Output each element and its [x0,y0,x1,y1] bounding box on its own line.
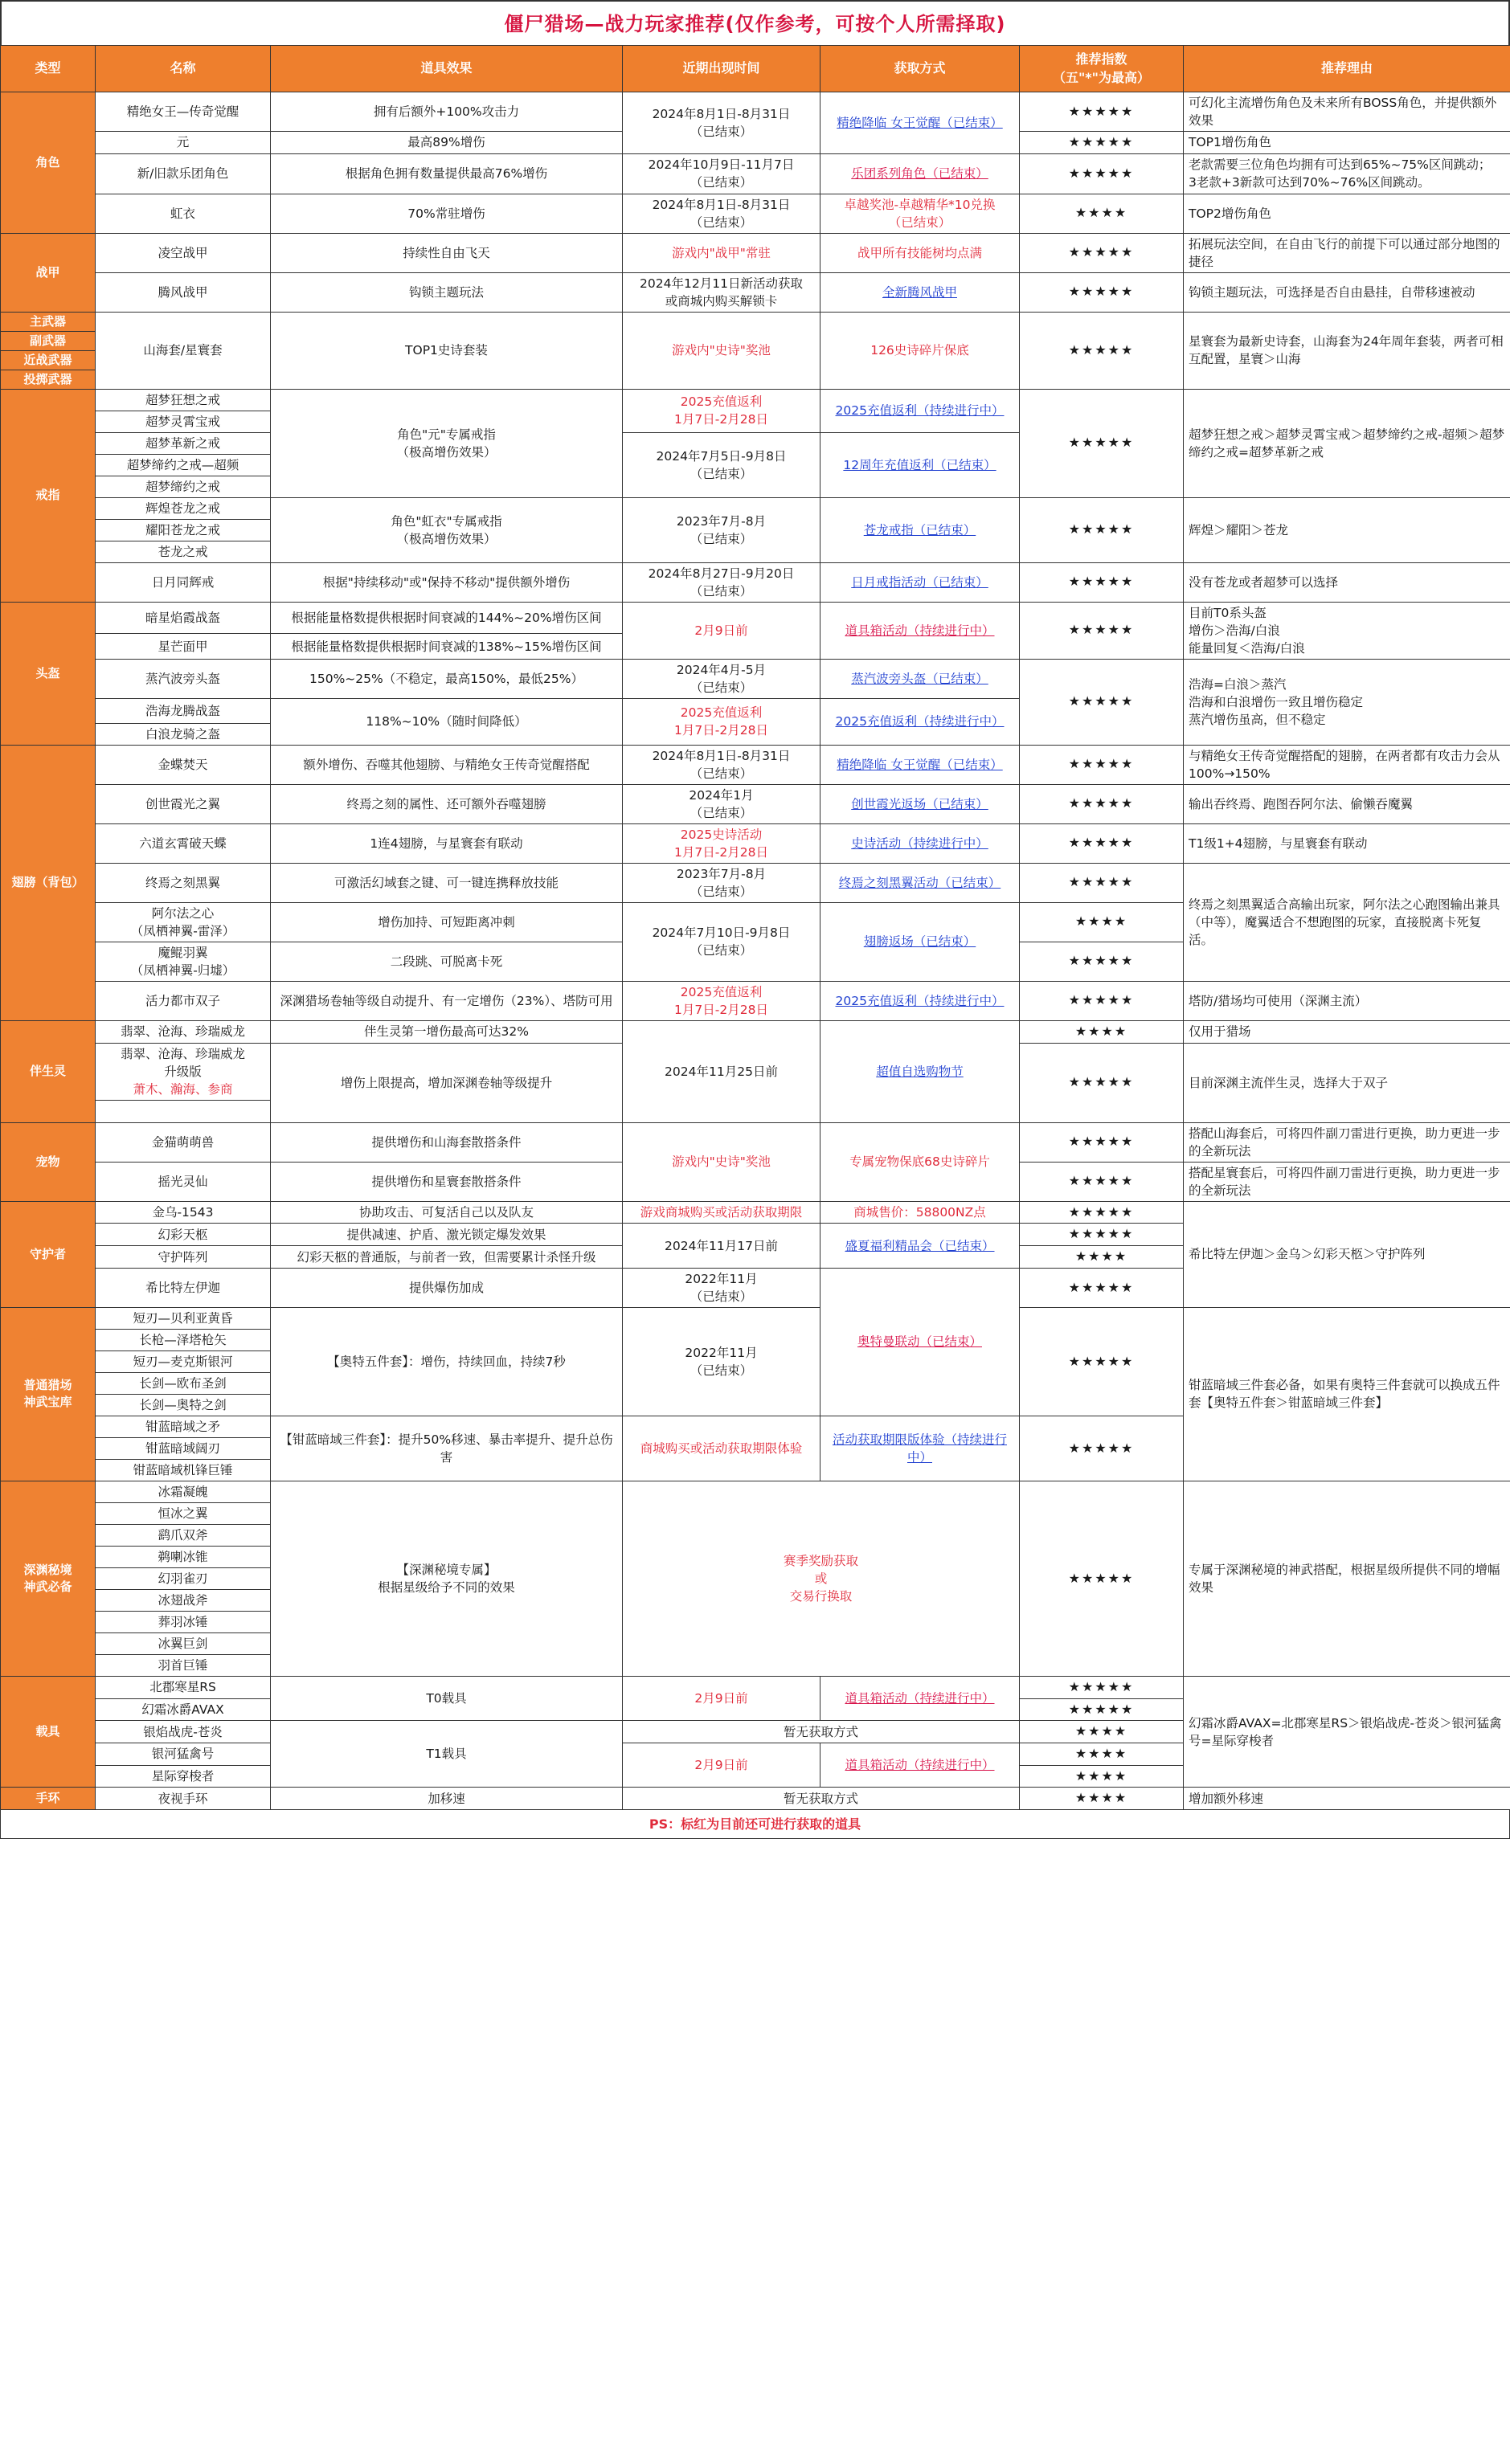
table-cell: 二段跳、可脱离卡死 [271,942,623,981]
table-row [1,562,1510,602]
acquire-link[interactable] [820,432,1020,497]
table-cell: 【钳蓝暗域三件套】：提升50%移速、暴击率提升、提升总伤害 [271,1416,623,1481]
table-cell: 金乌-1543 [96,1201,271,1224]
table-cell: 山海套/星寰套 [96,312,271,389]
rating-cell: ★★★★ [1020,1765,1184,1788]
header-recent-time: 近期出现时间 [623,46,820,92]
acquire-link-text[interactable]: 精绝降临 女王觉醒（已结束） [837,757,1003,772]
rating-cell: ★★★★★ [1020,823,1184,863]
rating-cell: ★★★★★ [1020,942,1184,981]
category-cell: 伴生灵 [1,1020,96,1122]
rating-cell: ★★★★★ [1020,92,1184,132]
table-cell: 冰翼巨剑 [96,1632,271,1654]
table-cell: 阿尔法之心 （凤栖神翼-雷泽） [96,902,271,942]
table-cell: 2月9日前 [623,602,820,659]
acquire-link[interactable] [820,1020,1020,1122]
table-body [1,92,1510,1810]
category-cell: 载具 [1,1676,96,1788]
table-cell: 2月9日前 [623,1676,820,1720]
table-row [1,1481,1510,1502]
table-cell: 2025充值返利 1月7日-2月28日 [623,698,820,745]
reason-cell: 与精绝女王传奇觉醒搭配的翅膀，在两者都有攻击力会从100%→150% [1184,745,1510,784]
table-cell: 2025充值返利 1月7日-2月28日 [623,981,820,1020]
acquire-link-text[interactable]: 盛夏福利精品会（已结束） [845,1238,995,1253]
acquire-link-text[interactable]: 道具箱活动（持续进行中） [845,1691,995,1706]
category-cell: 头盔 [1,602,96,745]
table-cell: 超梦灵霄宝戒 [96,411,271,432]
acquire-link[interactable] [820,1416,1020,1481]
table-cell: 魔鲲羽翼 （凤栖神翼-归墟） [96,942,271,981]
reason-cell: 星寰套为最新史诗套，山海套为24年周年套装，两者可相互配置，星寰＞山海 [1184,312,1510,389]
rating-cell: ★★★★★ [1020,602,1184,659]
table-cell: 商城购买或活动获取期限体验 [623,1416,820,1481]
reason-cell: 浩海=白浪＞蒸汽 浩海和白浪增伤一致且增伤稳定 蒸汽增伤虽高，但不稳定 [1184,659,1510,745]
category-cell: 翅膀（背包） [1,745,96,1020]
table-cell: 冰霜凝魄 [96,1481,271,1502]
table-cell: 2月9日前 [623,1743,820,1788]
reason-cell: 仅用于猎场 [1184,1020,1510,1043]
acquire-link[interactable] [820,1268,1020,1416]
table-cell: 金蝶焚天 [96,745,271,784]
acquire-link[interactable] [820,698,1020,745]
table-cell: 长枪—泽塔枪矢 [96,1329,271,1351]
table-cell: 日月同辉戒 [96,562,271,602]
reason-cell: 钳蓝暗域三件套必备，如果有奥特三件套就可以换成五件套【奥特五件套＞钳蓝暗域三件套】 [1184,1307,1510,1481]
table-cell: 短刃—贝利亚黄昏 [96,1307,271,1329]
table-cell: 终焉之刻黑翼 [96,863,271,902]
category-cell: 普通猎场 神武宝库 [1,1307,96,1481]
table-cell: 短刃—麦克斯银河 [96,1351,271,1372]
rating-cell: ★★★★★ [1020,1043,1184,1122]
category-cell: 深渊秘境 神武必备 [1,1481,96,1676]
rating-cell: ★★★★★ [1020,784,1184,823]
acquire-link-text[interactable]: 创世霞光返场（已结束） [851,796,988,811]
acquire-link-text[interactable]: 乐团系列角色（已结束） [851,166,988,182]
table-cell: 守护阵列 [96,1246,271,1269]
table-cell: 幻羽雀刃 [96,1567,271,1589]
table-row [1,745,1510,784]
acquire-link-text[interactable]: 活动获取期限版体验（持续进行中） [832,1432,1007,1465]
acquire-link-text[interactable]: 奥特曼联动（已结束） [857,1334,982,1350]
table-cell: 超梦狂想之戒 [96,389,271,411]
acquire-link-text[interactable]: 翅膀返场（已结束） [863,934,976,950]
reason-cell: 辉煌＞耀阳＞苍龙 [1184,497,1510,562]
table-cell: 提供增伤和山海套散搭条件 [271,1122,623,1162]
rating-cell: ★★★★★ [1020,132,1184,154]
acquire-link[interactable] [820,272,1020,312]
rating-cell: ★★★★★ [1020,1676,1184,1698]
acquire-link[interactable] [820,92,1020,154]
table-row [1,1788,1510,1810]
table-cell: 星际穿梭者 [96,1765,271,1788]
category-cell: 手环 [1,1788,96,1810]
table-cell: 创世霞光之翼 [96,784,271,823]
table-cell: 鹈喇冰锥 [96,1546,271,1567]
table-cell: 腾风战甲 [96,272,271,312]
rating-cell: ★★★★★ [1020,233,1184,272]
page-title: 僵尸猎场—战力玩家推荐(仅作参考，可按个人所需择取) [0,0,1510,45]
rating-cell: ★★★★★ [1020,153,1184,194]
table-cell: TOP1史诗套装 [271,312,623,389]
table-cell: 根据"持续移动"或"保持不移动"提供额外增伤 [271,562,623,602]
acquire-link[interactable] [820,153,1020,194]
table-cell: 羽首巨锤 [96,1654,271,1676]
reason-cell: 希比特左伊迦＞金乌＞幻彩天柩＞守护阵列 [1184,1201,1510,1307]
table-cell: 2024年8月1日-8月31日 （已结束） [623,92,820,154]
rating-cell: ★★★★★ [1020,745,1184,784]
table-cell: 恒冰之翼 [96,1502,271,1524]
table-cell: 2023年7月-8月 （已结束） [623,863,820,902]
category-cell: 戒指 [1,389,96,602]
reason-cell: 塔防/猎场均可使用（深渊主流） [1184,981,1510,1020]
table-cell: 钳蓝暗域机锋巨锤 [96,1459,271,1481]
category-cell: 战甲 [1,233,96,312]
table-cell: 伴生灵第一增伤最高可达32% [271,1020,623,1043]
table-row [1,1122,1510,1162]
rating-cell: ★★★★ [1020,1020,1184,1043]
table-cell: 夜视手环 [96,1788,271,1810]
table-cell: 六道玄霄破天蝶 [96,823,271,863]
table-row [1,92,1510,132]
rating-cell: ★★★★★ [1020,389,1184,497]
table-cell: 加移速 [271,1788,623,1810]
acquire-link-text[interactable]: 终焉之刻黑翼活动（已结束） [838,875,1001,890]
table-row [1,1676,1510,1698]
table-cell: 【深渊秘境专属】 根据星级给予不同的效果 [271,1481,623,1676]
acquire-link[interactable] [820,1676,1020,1720]
table-cell: 游戏商城购买或活动获取期限 [623,1201,820,1224]
table-cell: 元 [96,132,271,154]
acquire-link-text[interactable]: 全新腾风战甲 [882,284,957,300]
reason-cell: 目前T0系头盔 增伤＞浩海/白浪 能量回复＜浩海/白浪 [1184,602,1510,659]
table-cell: 2024年8月27日-9月20日 （已结束） [623,562,820,602]
table-cell: 希比特左伊迦 [96,1268,271,1307]
rating-cell: ★★★★ [1020,194,1184,233]
acquire-link[interactable] [820,562,1020,602]
rating-cell: ★★★★★ [1020,981,1184,1020]
table-cell: 辉煌苍龙之戒 [96,497,271,519]
reason-cell: 超梦狂想之戒＞超梦灵霄宝戒＞超梦缔约之戒-超频＞超梦缔约之戒=超梦革新之戒 [1184,389,1510,497]
table-cell: 葬羽冰锤 [96,1611,271,1632]
table-cell: 2024年1月 （已结束） [623,784,820,823]
rating-cell: ★★★★★ [1020,1162,1184,1201]
header-reason: 推荐理由 [1184,46,1510,92]
table-cell: 提供减速、护盾、激光锁定爆发效果 [271,1224,623,1246]
table-cell: 幻霜冰爵AVAX [96,1698,271,1721]
table-cell: 摇光灵仙 [96,1162,271,1201]
table-cell: 拥有后额外+100%攻击力 [271,92,623,132]
acquire-link-text[interactable]: 2025充值返利（持续进行中） [835,403,1005,419]
table-cell: 70%常驻增伤 [271,194,623,233]
table-cell: 北郡寒星RS [96,1676,271,1698]
table-cell: 凌空战甲 [96,233,271,272]
table-cell: 游戏内"战甲"常驻 [623,233,820,272]
reason-cell: T1级1+4翅膀，与星寰套有联动 [1184,823,1510,863]
table-cell: 额外增伤、吞噬其他翅膀、与精绝女王传奇觉醒搭配 [271,745,623,784]
acquire-link-text[interactable]: 精绝降临 女王觉醒（已结束） [837,115,1003,130]
acquire-link-text[interactable]: 道具箱活动（持续进行中） [845,623,995,638]
table-cell: 深渊猎场卷轴等级自动提升、有一定增伤（23%）、塔防可用 [271,981,623,1020]
table-cell: 超梦革新之戒 [96,432,271,454]
rating-cell: ★★★★★ [1020,272,1184,312]
header-row [1,46,1510,92]
rating-cell: ★★★★★ [1020,1268,1184,1307]
table-cell: 根据能量格数提供根据时间衰减的144%~20%增伤区间 [271,602,623,634]
table-cell: 白浪龙骑之盔 [96,723,271,745]
reason-cell: TOP2增伤角色 [1184,194,1510,233]
category-cell: 主武器 [1,312,96,331]
rating-cell: ★★★★★ [1020,659,1184,745]
table-row [1,233,1510,272]
table-cell: 金猫萌萌兽 [96,1122,271,1162]
acquire-link-text[interactable]: 史诗活动（持续进行中） [851,836,988,851]
table-cell: 蒸汽波旁头盔 [96,659,271,698]
rating-cell: ★★★★ [1020,902,1184,942]
table-cell: 2024年11月25日前 [623,1020,820,1122]
table-cell: 1连4翅膀，与星寰套有联动 [271,823,623,863]
table-cell: 【奥特五件套】：增伤，持续回血，持续7秒 [271,1307,623,1416]
acquire-link[interactable] [820,823,1020,863]
acquire-link-text[interactable]: 2025充值返利（持续进行中） [835,714,1005,729]
acquire-link[interactable] [820,863,1020,902]
table-cell: 角色"虹衣"专属戒指 （极高增伤效果） [271,497,623,562]
table-cell: 提供爆伤加成 [271,1268,623,1307]
table-cell: 银焰战虎-苍炎 [96,1721,271,1743]
table-cell: 卓越奖池-卓越精华*10兑换 （已结束） [820,194,1020,233]
header-name: 名称 [96,46,271,92]
table-cell: 2024年4月-5月 （已结束） [623,659,820,698]
table-cell: 终焉之刻的属性、还可额外吞噬翅膀 [271,784,623,823]
acquire-link[interactable] [820,981,1020,1020]
rating-cell: ★★★★★ [1020,1224,1184,1246]
table-cell: 苍龙之戒 [96,541,271,562]
table-cell: 2024年8月1日-8月31日 （已结束） [623,745,820,784]
rating-cell: ★★★★★ [1020,1416,1184,1481]
table-cell: 协助攻击、可复活自己以及队友 [271,1201,623,1224]
table-cell: 游戏内"史诗"奖池 [623,312,820,389]
table-cell: 118%~10%（随时间降低） [271,698,623,745]
table-row [1,1020,1510,1043]
reason-cell: 终焉之刻黑翼适合高输出玩家，阿尔法之心跑图输出兼具（中等），魔翼适合不想跑图的玩家，直接脱离卡死复活。 [1184,863,1510,981]
table-cell: 长剑—奥特之剑 [96,1394,271,1416]
recommendation-table [0,45,1510,1810]
reason-cell: 拓展玩法空间，在自由飞行的前提下可以通过部分地图的捷径 [1184,233,1510,272]
table-cell: 翡翠、沧海、珍瑞威龙 [96,1020,271,1043]
acquire-link[interactable] [820,784,1020,823]
table-row [1,497,1510,519]
category-cell: 副武器 [1,331,96,350]
table-cell: 2024年7月5日-9月8日 （已结束） [623,432,820,497]
acquire-link-text[interactable]: 12周年充值返利（已结束） [843,457,996,472]
table-cell: 鹞爪双斧 [96,1524,271,1546]
table-cell: 精绝女王—传奇觉醒 [96,92,271,132]
table-cell: 最高89%增伤 [271,132,623,154]
rating-cell: ★★★★★ [1020,1201,1184,1224]
rating-cell: ★★★★★ [1020,312,1184,389]
rating-cell: ★★★★★ [1020,1481,1184,1676]
table-cell: 2022年11月 （已结束） [623,1307,820,1416]
table-cell: 2024年12月11日新活动获取 或商城内购买解锁卡 [623,272,820,312]
table-row [1,312,1510,331]
table-cell: 2025史诗活动 1月7日-2月28日 [623,823,820,863]
acquire-link-text[interactable]: 道具箱活动（持续进行中） [845,1758,995,1773]
table-row [1,194,1510,233]
reason-cell: 专属于深渊秘境的神武搭配，根据星级所提供不同的增幅效果 [1184,1481,1510,1676]
rating-cell: ★★★★★ [1020,562,1184,602]
table-cell: 暗星焰霞战盔 [96,602,271,634]
table-cell: 2023年7月-8月 （已结束） [623,497,820,562]
rating-cell: ★★★★ [1020,1788,1184,1810]
table-cell: 126史诗碎片保底 [820,312,1020,389]
table-cell: T0载具 [271,1676,623,1720]
table-cell: 150%~25%（不稳定，最高150%，最低25%） [271,659,623,698]
reason-cell: 老款需要三位角色均拥有可达到65%~75%区间跳动； 3老款+3新款可达到70%~76%区间跳动。 [1184,153,1510,194]
acquire-link-text[interactable]: 2025充值返利（持续进行中） [835,993,1005,1008]
table-cell: 冰翅战斧 [96,1589,271,1611]
acquire-link-text[interactable]: 蒸汽波旁头盔（已结束） [851,671,988,686]
table-cell: 2024年7月10日-9月8日 （已结束） [623,902,820,981]
table-row [1,863,1510,902]
table-cell: 银河猛禽号 [96,1743,271,1766]
header-type: 类型 [1,46,96,92]
rating-cell: ★★★★★ [1020,1307,1184,1416]
table-cell: 根据角色拥有数量提供最高76%增伤 [271,153,623,194]
table-cell: 新/旧款乐团角色 [96,153,271,194]
table-row [1,823,1510,863]
table-cell: 钩锁主题玩法 [271,272,623,312]
table-cell: 商城售价：58800NZ点 [820,1201,1020,1224]
reason-cell: 没有苍龙或者超梦可以选择 [1184,562,1510,602]
table-cell: 专属宠物保底68史诗碎片 [820,1122,1020,1201]
table-cell: 2025充值返利 1月7日-2月28日 [623,389,820,432]
category-cell: 角色 [1,92,96,234]
table-cell: 幻彩天柩的普通版，与前者一致，但需要累计杀怪升级 [271,1246,623,1269]
table-cell: 增伤加持、可短距离冲刺 [271,902,623,942]
rating-cell: ★★★★★ [1020,1122,1184,1162]
table-row [1,153,1510,194]
reason-cell: 目前深渊主流伴生灵，选择大于双子 [1184,1043,1510,1122]
table-cell: 耀阳苍龙之戒 [96,519,271,541]
acquire-link-text[interactable]: 日月戒指活动（已结束） [851,574,988,590]
rating-cell: ★★★★★ [1020,497,1184,562]
table-row [1,981,1510,1020]
acquire-link[interactable] [820,745,1020,784]
table-cell: 长剑—欧布圣剑 [96,1372,271,1394]
table-cell: 超梦缔约之戒 [96,476,271,497]
table-row [1,272,1510,312]
reason-cell: 搭配山海套后，可将四件副刀雷进行更换，助力更进一步的全新玩法 [1184,1122,1510,1162]
table-row [1,1201,1510,1224]
table-cell: 活力都市双子 [96,981,271,1020]
acquire-link[interactable] [820,1224,1020,1268]
table-cell: 持续性自由飞天 [271,233,623,272]
acquire-link[interactable] [820,497,1020,562]
reason-cell: TOP1增伤角色 [1184,132,1510,154]
acquire-link[interactable] [820,389,1020,432]
table-row [1,602,1510,634]
rating-cell: ★★★★ [1020,1246,1184,1269]
table-cell: 超梦缔约之戒—超频 [96,454,271,476]
header-effect: 道具效果 [271,46,623,92]
rating-cell: ★★★★★ [1020,863,1184,902]
table-cell: 翡翠、沧海、珍瑞威龙 升级版 萧木、瀚海、参商 [96,1043,271,1100]
rating-cell: ★★★★ [1020,1721,1184,1743]
table-cell: 暂无获取方式 [623,1721,1020,1743]
table-cell: 虹衣 [96,194,271,233]
header-acquire-method: 获取方式 [820,46,1020,92]
header-rating: 推荐指数 （五"*"为最高） [1020,46,1184,92]
table-cell: 钳蓝暗域阔刃 [96,1437,271,1459]
footnote: PS：标红为目前还可进行获取的道具 [0,1810,1510,1839]
acquire-link[interactable] [820,659,1020,698]
table-cell: 根据能量格数提供根据时间衰减的138%~15%增伤区间 [271,634,623,659]
table-cell: 游戏内"史诗"奖池 [623,1122,820,1201]
table-row [1,784,1510,823]
reason-cell: 增加额外移速 [1184,1788,1510,1810]
table-cell: 角色"元"专属戒指 （极高增伤效果） [271,389,623,497]
table-cell: 增伤上限提高，增加深渊卷轴等级提升 [271,1043,623,1122]
table-cell: 2024年10月9日-11月7日 （已结束） [623,153,820,194]
rating-cell: ★★★★ [1020,1743,1184,1766]
acquire-link[interactable] [820,602,1020,659]
acquire-link-text[interactable]: 超值自选购物节 [876,1064,964,1079]
table-cell: 2022年11月 （已结束） [623,1268,820,1307]
table-cell: 暂无获取方式 [623,1788,1020,1810]
table-cell: 2024年11月17日前 [623,1224,820,1268]
table-cell: 2024年8月1日-8月31日 （已结束） [623,194,820,233]
table-cell: 提供增伤和星寰套散搭条件 [271,1162,623,1201]
acquire-link-text[interactable]: 苍龙戒指（已结束） [863,522,976,537]
rating-cell: ★★★★★ [1020,1698,1184,1721]
table-cell: 赛季奖励获取 或 交易行换取 [623,1481,1020,1676]
reason-cell: 搭配星寰套后，可将四件副刀雷进行更换，助力更进一步的全新玩法 [1184,1162,1510,1201]
category-cell: 守护者 [1,1201,96,1307]
table-cell: T1载具 [271,1721,623,1788]
reason-cell: 可幻化主流增伤角色及未来所有BOSS角色，并提供额外效果 [1184,92,1510,132]
table-row [1,389,1510,411]
table-cell: 星芒面甲 [96,634,271,659]
category-cell: 近战武器 [1,350,96,370]
reason-cell: 输出吞终焉、跑图吞阿尔法、偷懒吞魔翼 [1184,784,1510,823]
category-cell: 投掷武器 [1,370,96,389]
acquire-link[interactable] [820,902,1020,981]
reason-cell: 钩锁主题玩法，可选择是否自由悬挂，自带移速被动 [1184,272,1510,312]
table-cell: 幻彩天柩 [96,1224,271,1246]
table-cell: 钳蓝暗域之矛 [96,1416,271,1437]
table-cell: 浩海龙腾战盔 [96,698,271,723]
table-cell: 战甲所有技能树均点满 [820,233,1020,272]
table-row [1,659,1510,698]
table-cell: 可激活幻域套之键、可一键连携释放技能 [271,863,623,902]
reason-cell: 幻霜冰爵AVAX=北郡寒星RS＞银焰战虎-苍炎＞银河猛禽号=星际穿梭者 [1184,1676,1510,1788]
acquire-link[interactable] [820,1743,1020,1788]
table-row [1,1307,1510,1329]
category-cell: 宠物 [1,1122,96,1201]
